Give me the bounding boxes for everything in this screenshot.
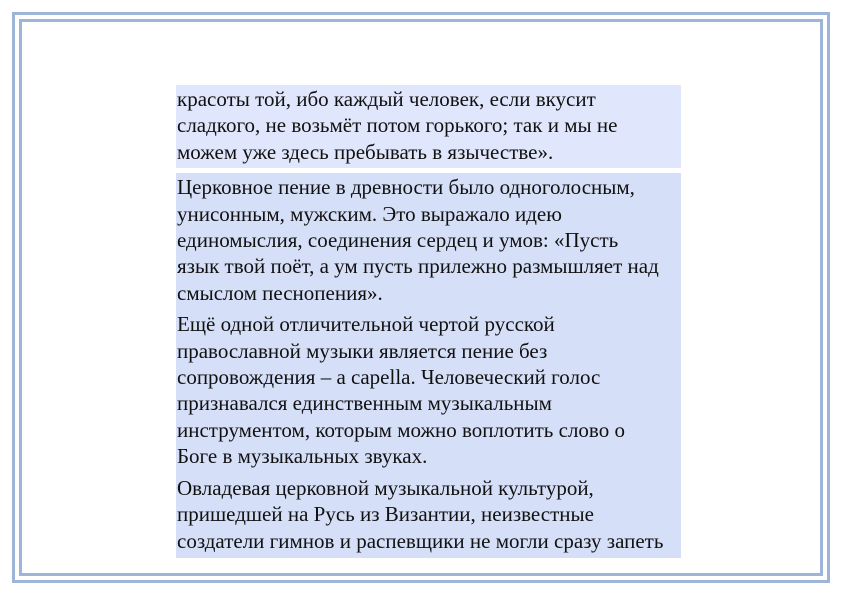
- paragraph-a-capella: Ещё одной отличительной чертой русской православной музыки является пение без сопровождения – a capella. Человеческий голос признавался единственным музыкальным инструментом, которым можно воплотить слово о Боге в музыкальных звуках.: [177, 312, 625, 469]
- paragraph-quote-end: красоты той, ибо каждый человек, если вкусит сладкого, не возьмёт потом горького; так и мы не можем уже здесь пребывать в язычестве».: [176, 85, 681, 168]
- paragraph-church-singing: Церковное пение в древности было одноголосным, унисонным, мужским. Это выражало идею единомыслия, соединения сердец и умов: «Пусть язык твой поёт, а ум пусть прилежно размышляет над смыслом песнопения».: [177, 175, 659, 305]
- paragraph-byzantium: Овладевая церковной музыкальной культурой, пришедшей на Русь из Византии, неизвестные создатели гимнов и распевщики не могли сразу запеть: [177, 475, 664, 553]
- paragraph-group: [176, 173, 681, 558]
- slide-text-area: [176, 85, 681, 558]
